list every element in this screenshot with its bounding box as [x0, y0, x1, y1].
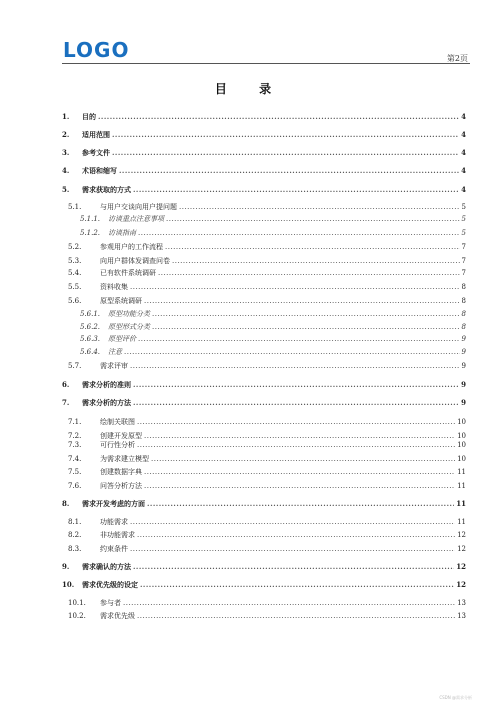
dot-leader [137, 418, 455, 426]
dot-leader [138, 335, 460, 343]
toc-entry[interactable] [68, 611, 466, 621]
toc-entry[interactable] [68, 517, 466, 527]
toc-entry-page: 9 [461, 398, 466, 407]
toc-entry-title: 创建数据字典 [100, 468, 142, 476]
toc-entry[interactable] [80, 309, 466, 319]
toc-entry-page: 10 [457, 432, 466, 440]
toc-entry-title: 原型系统调研 [100, 297, 142, 305]
dot-leader [140, 580, 454, 589]
dot-leader [158, 269, 460, 277]
toc-entry[interactable] [62, 185, 466, 195]
dot-leader [130, 283, 460, 291]
toc-entry-title: 参与者 [100, 599, 121, 607]
toc-entry-page: 9 [461, 380, 466, 389]
toc-entry-number: 6. [62, 380, 70, 389]
dot-leader [119, 166, 459, 175]
dot-leader [144, 468, 455, 476]
toc-entry-title: 参观用户的工作流程 [100, 243, 163, 251]
dot-leader [133, 380, 459, 389]
toc-entry-number: 5.1.1. [80, 215, 101, 223]
toc-entry[interactable] [68, 467, 466, 477]
toc-entry-page: 11 [456, 499, 466, 508]
toc-entry[interactable] [62, 499, 466, 509]
toc-entry-number: 5.1. [68, 203, 82, 211]
toc-entry[interactable] [68, 202, 466, 212]
toc-entry-number: 5.6. [68, 297, 82, 305]
dot-leader [98, 112, 459, 121]
toc-entry-title: 需求优先级 [100, 612, 135, 620]
toc-entry-number: 7. [62, 398, 70, 407]
toc-entry-page: 8 [461, 283, 466, 291]
toc-entry-title: 非功能需求 [100, 531, 135, 539]
toc-entry-page: 4 [461, 166, 466, 175]
toc-entry[interactable] [68, 598, 466, 608]
company-logo: LOGO [63, 38, 130, 62]
toc-entry[interactable] [62, 130, 466, 140]
toc-entry-page: 12 [456, 562, 466, 571]
toc-entry-number: 5.1.2. [80, 229, 101, 237]
toc-entry-page: 12 [456, 580, 466, 589]
toc-entry-title: 目的 [82, 112, 96, 121]
toc-entry-page: 12 [457, 545, 466, 553]
dot-leader [130, 545, 455, 553]
toc-entry[interactable] [68, 440, 466, 450]
toc-entry-page: 7 [461, 243, 466, 251]
toc-entry-number: 5.6.2. [80, 323, 101, 331]
toc-entry-number: 3. [62, 148, 70, 157]
dot-leader [179, 203, 460, 211]
toc-entry-title: 需求开发考虑的方面 [82, 499, 145, 508]
toc-entry-title: 需求确认的方法 [82, 562, 131, 571]
toc-entry[interactable] [62, 148, 466, 158]
toc-entry-number: 1. [62, 112, 70, 121]
toc-entry-title: 访谈重点注意事项 [108, 215, 164, 223]
dot-leader [137, 441, 455, 449]
toc-entry-page: 11 [457, 468, 466, 476]
dot-leader [133, 185, 459, 194]
toc-entry-title: 问答分析方法 [100, 482, 142, 490]
toc-entry[interactable] [68, 268, 466, 278]
dot-leader [137, 612, 455, 620]
toc-entry-page: 5 [461, 229, 466, 237]
toc-entry-title: 需求获取的方式 [82, 185, 131, 194]
toc-entry-number: 7.3. [68, 441, 82, 449]
toc-entry-title: 原型功能分类 [108, 310, 150, 318]
dot-leader [137, 531, 455, 539]
toc-entry[interactable] [80, 214, 466, 224]
toc-entry-number: 4. [62, 166, 70, 175]
toc-entry-title: 需求分析的方法 [82, 398, 131, 407]
dot-leader [133, 398, 459, 407]
toc-entry[interactable] [68, 256, 466, 266]
dot-leader [144, 432, 455, 440]
dot-leader [133, 562, 454, 571]
toc-entry-number: 7.6. [68, 482, 82, 490]
dot-leader [172, 257, 460, 265]
toc-entry-number: 5.2. [68, 243, 82, 251]
toc-entry-title: 可行性分析 [100, 441, 135, 449]
toc-entry[interactable] [62, 580, 466, 590]
toc-entry[interactable] [80, 334, 466, 344]
dot-leader [123, 599, 455, 607]
toc-entry-title: 创建开发原型 [100, 432, 142, 440]
toc-entry-number: 5.7. [68, 362, 82, 370]
page-number: 第2页 [446, 54, 468, 63]
toc-entry-page: 8 [461, 310, 466, 318]
toc-entry-title: 约束条件 [100, 545, 128, 553]
header-rule [62, 63, 470, 64]
toc-entry-page: 5 [461, 215, 466, 223]
toc-entry-title: 原型形式分类 [108, 323, 150, 331]
toc-entry-page: 11 [457, 482, 466, 490]
toc-entry[interactable] [68, 282, 466, 292]
toc-entry[interactable] [68, 417, 466, 427]
toc-entry-title: 适用范围 [82, 130, 110, 139]
toc-entry-page: 4 [461, 112, 466, 121]
toc-entry-number: 5. [62, 185, 70, 194]
toc-entry[interactable] [80, 322, 466, 332]
dot-leader [124, 348, 460, 356]
toc-entry-page: 8 [461, 297, 466, 305]
toc-entry-title: 与用户交谈向用户提问题 [100, 203, 177, 211]
toc-entry-title: 绘制关联图 [100, 418, 135, 426]
toc-entry-number: 5.4. [68, 269, 82, 277]
toc-entry-title: 需求分析的准则 [82, 380, 131, 389]
toc-entry-title: 为需求建立模型 [100, 455, 149, 463]
toc-entry-number: 5.3. [68, 257, 82, 265]
toc-entry-page: 9 [461, 348, 466, 356]
toc-entry[interactable] [68, 454, 466, 464]
toc-entry-page: 12 [457, 531, 466, 539]
dot-leader [152, 310, 460, 318]
toc-title: 目 录 [214, 82, 286, 96]
toc-entry[interactable] [68, 296, 466, 306]
dot-leader [165, 243, 460, 251]
toc-entry-number: 10. [62, 580, 75, 589]
dot-leader [166, 215, 460, 223]
toc-entry[interactable] [68, 361, 466, 371]
toc-entry-number: 8.3. [68, 545, 82, 553]
dot-leader [112, 130, 459, 139]
toc-entry-page: 4 [461, 130, 466, 139]
toc-entry[interactable] [68, 242, 466, 252]
toc-entry-number: 7.2. [68, 432, 82, 440]
toc-entry-page: 5 [461, 203, 466, 211]
toc-entry-number: 10.1. [68, 599, 86, 607]
toc-entry-title: 需求优先级的设定 [82, 580, 138, 589]
toc-entry-page: 7 [461, 269, 466, 277]
toc-entry-number: 5.6.4. [80, 348, 101, 356]
toc-entry-title: 原型评价 [108, 335, 136, 343]
dot-leader [144, 297, 460, 305]
toc-entry-page: 7 [461, 257, 466, 265]
toc-entry[interactable] [62, 380, 466, 390]
toc-entry-number: 8.2. [68, 531, 82, 539]
toc-entry-page: 11 [457, 518, 466, 526]
dot-leader [151, 455, 455, 463]
toc-entry-title: 需求评审 [100, 362, 128, 370]
toc-entry-page: 9 [461, 362, 466, 370]
toc-entry-page: 13 [457, 612, 466, 620]
toc-entry-title: 向用户群体发调查问卷 [100, 257, 170, 265]
toc-entry[interactable] [68, 544, 466, 554]
toc-entry-page: 10 [457, 441, 466, 449]
toc-entry[interactable] [80, 347, 466, 357]
dot-leader [112, 148, 459, 157]
toc-entry-title: 资料收集 [100, 283, 128, 291]
toc-entry-number: 5.5. [68, 283, 82, 291]
toc-entry[interactable] [62, 112, 466, 122]
toc-entry-number: 8.1. [68, 518, 82, 526]
toc-entry-number: 5.6.3. [80, 335, 101, 343]
toc-entry-page: 10 [457, 418, 466, 426]
toc-entry-title: 访谈指南 [108, 229, 136, 237]
toc-entry-number: 10.2. [68, 612, 86, 620]
toc-entry-page: 4 [461, 148, 466, 157]
toc-entry[interactable] [68, 481, 466, 491]
toc-entry[interactable] [62, 166, 466, 176]
toc-entry[interactable] [80, 228, 466, 238]
dot-leader [144, 482, 455, 490]
toc-entry-number: 5.6.1. [80, 310, 101, 318]
toc-entry-number: 2. [62, 130, 70, 139]
watermark-footer: CSDN @需求分析 [439, 695, 472, 700]
toc-entry-page: 10 [457, 455, 466, 463]
toc-entry-page: 4 [461, 185, 466, 194]
toc-entry-title: 功能需求 [100, 518, 128, 526]
toc-entry-title: 已有软件系统调研 [100, 269, 156, 277]
dot-leader [138, 229, 460, 237]
toc-entry[interactable] [62, 562, 466, 572]
toc-entry-page: 13 [457, 599, 466, 607]
dot-leader [152, 323, 460, 331]
toc-entry-number: 9. [62, 562, 70, 571]
toc-entry-page: 8 [461, 323, 466, 331]
toc-entry-number: 7.4. [68, 455, 82, 463]
toc-entry-title: 术语和缩写 [82, 166, 117, 175]
dot-leader [130, 362, 460, 370]
toc-entry[interactable] [62, 398, 466, 408]
toc-entry-title: 注意 [108, 348, 122, 356]
toc-entry-number: 7.1. [68, 418, 82, 426]
toc-entry[interactable] [68, 530, 466, 540]
dot-leader [147, 499, 454, 508]
dot-leader [130, 518, 455, 526]
toc-entry-page: 9 [461, 335, 466, 343]
toc-entry-title: 参考文件 [82, 148, 110, 157]
toc-entry-number: 7.5. [68, 468, 82, 476]
toc-entry-number: 8. [62, 499, 70, 508]
